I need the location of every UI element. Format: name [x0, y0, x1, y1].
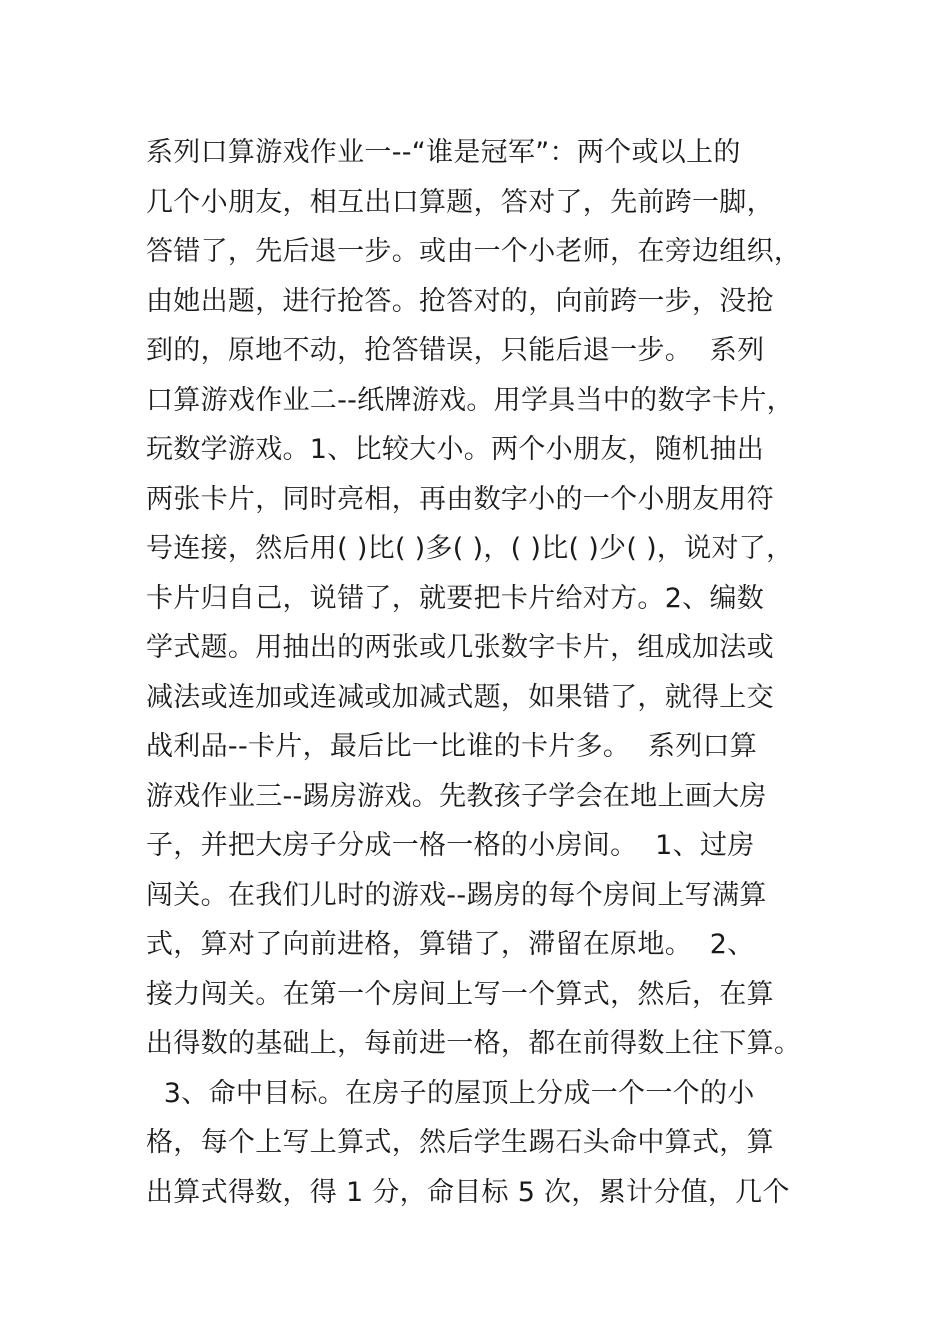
text-line: 玩数学游戏。1、比较大小。两个小朋友，随机抽出: [146, 434, 765, 465]
text-line: 到的，原地不动，抢答错误，只能后退一步。 系列: [146, 335, 765, 366]
text-line: 答错了，先后退一步。或由一个小老师，在旁边组织，: [146, 236, 802, 267]
text-line: 系列口算游戏作业一--“谁是冠军”：两个或以上的: [146, 137, 741, 168]
text-line: 闯关。在我们儿时的游戏--踢房的每个房间上写满算: [146, 879, 767, 911]
text-line: 号连接，然后用( )比( )多( )，( )比( )少( )，说对了，: [146, 533, 794, 564]
text-line: 减法或连加或连减或加减式题，如果错了，就得上交: [146, 681, 774, 713]
text-line: 战利品--卡片，最后比一比谁的卡片多。 系列口算: [146, 731, 758, 762]
text-line: 由她出题，进行抢答。抢答对的，向前跨一步，没抢: [146, 285, 774, 317]
text-line: 卡片归自己，说错了，就要把卡片给对方。2、编数: [146, 582, 765, 614]
text-line: 子，并把大房子分成一格一格的小房间。 1、过房: [146, 830, 755, 861]
text-line: 出得数的基础上，每前进一格，都在前得数上往下算。: [146, 1028, 802, 1059]
text-line: 接力闯关。在第一个房间上写一个算式，然后，在算: [146, 978, 774, 1010]
text-line: 口算游戏作业二--纸牌游戏。用学具当中的数字卡片，: [146, 384, 794, 416]
text-line: 3、命中目标。在房子的屋顶上分成一个一个的小: [146, 1077, 755, 1109]
text-line: 学式题。用抽出的两张或几张数字卡片，组成加法或: [146, 632, 774, 663]
text-line: 游戏作业三--踢房游戏。先教孩子学会在地上画大房: [146, 780, 767, 812]
text-line: 式，算对了向前进格，算错了，滞留在原地。 2、: [146, 929, 755, 960]
body-text: [146, 128, 846, 1217]
text-line: 两张卡片，同时亮相，再由数字小的一个小朋友用符: [146, 483, 774, 515]
text-line: 格，每个上写上算式，然后学生踢石头命中算式，算: [146, 1127, 774, 1158]
text-line: 几个小朋友，相互出口算题，答对了，先前跨一脚，: [146, 186, 774, 218]
text-line: 出算式得数，得 1 分，命目标 5 次，累计分值，几个: [146, 1176, 790, 1208]
